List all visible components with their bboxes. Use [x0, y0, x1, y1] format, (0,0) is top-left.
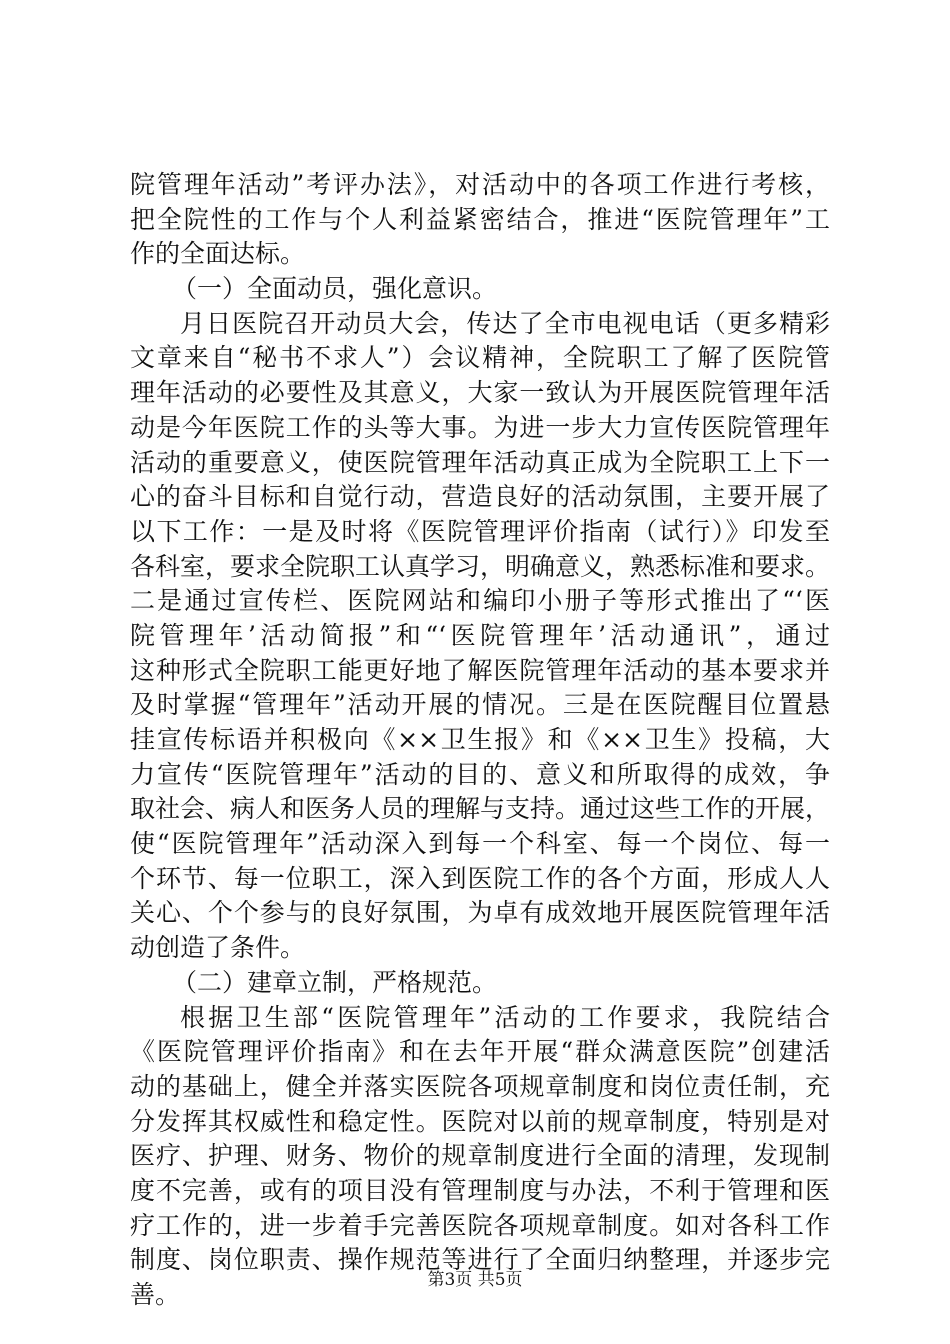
text-line: 心的奋斗目标和自觉行动，营造良好的活动氛围，主要开展了 — [130, 482, 830, 512]
text-line: 挂宣传标语并积极向《××卫生报》和《××卫生》投稿，大 — [130, 725, 830, 754]
text-line: 月日医院召开动员大会，传达了全市电视电话（更多精彩 — [180, 308, 830, 338]
text-line: 动的基础上，健全并落实医院各项规章制度和岗位责任制，充 — [130, 1071, 830, 1101]
text-line: 医疗、护理、财务、物价的规章制度进行全面的清理，发现制 — [130, 1141, 830, 1171]
text-line: 及时掌握“管理年”活动开展的情况。三是在医院醒目位置悬 — [130, 690, 830, 720]
text-line: 使“医院管理年”活动深入到每一个科室、每一个岗位、每一 — [130, 829, 830, 859]
page-footer: 第3页 共5页 — [427, 1270, 523, 1290]
text-line: 个环节、每一位职工，深入到医院工作的各个方面，形成人人 — [130, 863, 830, 893]
text-line: 动是今年医院工作的头等大事。为进一步大力宣传医院管理年 — [130, 412, 830, 442]
text-line: 《医院管理评价指南》和在去年开展“群众满意医院”创建活 — [130, 1037, 830, 1067]
section-heading: （二）建章立制，严格规范。 — [172, 967, 498, 997]
text-line: 度不完善，或有的项目没有管理制度与办法，不利于管理和医 — [130, 1175, 830, 1205]
text-line: 取社会、病人和医务人员的理解与支持。通过这些工作的开展， — [130, 794, 831, 824]
section-heading: （一）全面动员，强化意识。 — [172, 274, 498, 304]
text-line: 善。 — [130, 1280, 181, 1309]
text-line: 动创造了条件。 — [130, 933, 306, 963]
text-line: 作的全面达标。 — [130, 239, 306, 269]
text-line: 根据卫生部“医院管理年”活动的工作要求，我院结合 — [180, 1002, 830, 1032]
text-line: 把全院性的工作与个人利益紧密结合，推进“医院管理年”工 — [130, 204, 830, 234]
text-line: 院管理年’活动简报”和“‘医院管理年’活动通讯”，通过 — [130, 620, 830, 650]
text-line: 院管理年活动”考评办法》，对活动中的各项工作进行考核， — [130, 170, 830, 199]
text-line: 各科室，要求全院职工认真学习，明确意义，熟悉标准和要求。 — [130, 551, 831, 581]
text-line: 力宣传“医院管理年”活动的目的、意义和所取得的成效，争 — [130, 759, 830, 789]
text-line: 疗工作的，进一步着手完善医院各项规章制度。如对各科工作 — [130, 1210, 830, 1240]
text-line: 制度、岗位职责、操作规范等进行了全面归纳整理，并逐步完 — [130, 1245, 830, 1275]
text-line: 二是通过宣传栏、医院网站和编印小册子等形式推出了“‘医 — [130, 586, 830, 616]
text-line: 这种形式全院职工能更好地了解医院管理年活动的基本要求并 — [130, 655, 830, 685]
text-line: 分发挥其权威性和稳定性。医院对以前的规章制度，特别是对 — [130, 1106, 830, 1136]
text-line: 以下工作：一是及时将《医院管理评价指南（试行）》印发至 — [130, 516, 830, 546]
text-line: 关心、个个参与的良好氛围，为卓有成效地开展医院管理年活 — [130, 898, 830, 928]
document-body — [130, 168, 830, 1313]
text-line: 活动的重要意义，使医院管理年活动真正成为全院职工上下一 — [130, 447, 830, 477]
text-line: 理年活动的必要性及其意义，大家一致认为开展医院管理年活 — [130, 378, 830, 408]
text-line: 文章来自“秘书不求人”）会议精神，全院职工了解了医院管 — [130, 343, 830, 373]
